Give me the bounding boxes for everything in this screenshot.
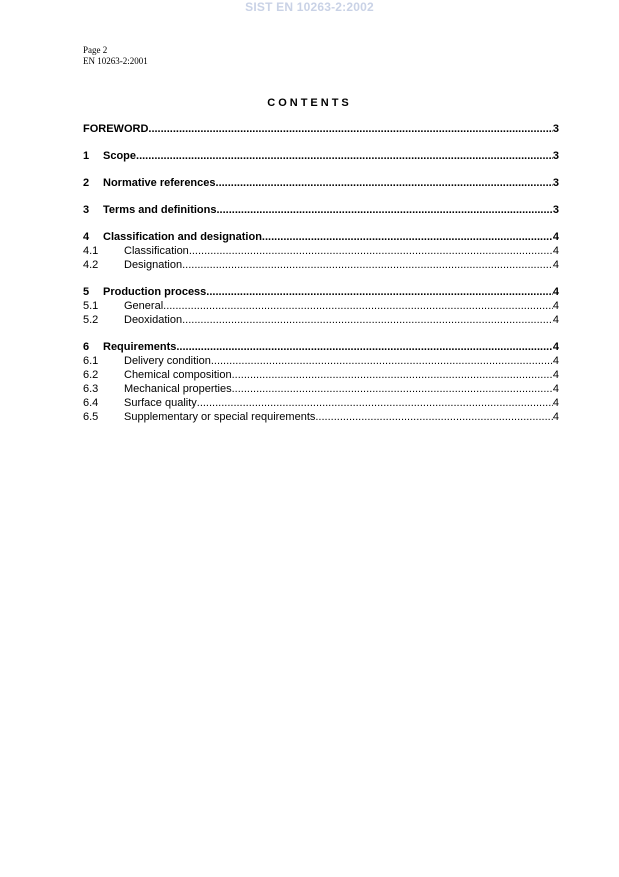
toc-entry-number: 4 bbox=[83, 231, 90, 243]
toc-leader bbox=[136, 149, 553, 163]
toc-entry-delivery-condition[interactable] bbox=[83, 354, 559, 368]
toc-entry-title: General bbox=[124, 300, 164, 312]
toc-leader bbox=[232, 382, 553, 396]
toc-entry-deoxidation[interactable] bbox=[83, 313, 559, 327]
page-number: Page 2 bbox=[83, 45, 108, 55]
toc-entry-page: 4 bbox=[552, 314, 559, 326]
toc-leader bbox=[211, 354, 553, 368]
toc-entry-number: 3 bbox=[83, 204, 90, 216]
toc-entry-supplementary-requirements[interactable] bbox=[83, 410, 559, 424]
toc-entry-page: 4 bbox=[552, 397, 559, 409]
toc-entry-number: 6 bbox=[83, 341, 90, 353]
toc-entry-page: 3 bbox=[552, 204, 559, 216]
toc-entry-page: 4 bbox=[552, 259, 559, 271]
toc-entry-number: 6.5 bbox=[83, 411, 99, 423]
toc-entry-title: Supplementary or special requirements bbox=[124, 411, 316, 423]
toc-leader bbox=[216, 203, 552, 217]
toc-entry-title: Classification and designation bbox=[103, 231, 262, 243]
toc-entry-title: Surface quality bbox=[124, 397, 197, 409]
toc-entry-terms-and-definitions[interactable] bbox=[83, 203, 559, 217]
toc-leader bbox=[232, 368, 553, 382]
toc-entry-page: 4 bbox=[552, 369, 559, 381]
toc-entry-number: 5.2 bbox=[83, 314, 99, 326]
document-id: EN 10263-2:2001 bbox=[83, 56, 148, 66]
toc-entry-number: 4.1 bbox=[83, 245, 99, 257]
toc-entry-page: 4 bbox=[552, 341, 559, 353]
toc-entry-page: 4 bbox=[552, 300, 559, 312]
toc-entry-number: 5.1 bbox=[83, 300, 99, 312]
toc-entry-title: Mechanical properties bbox=[124, 383, 232, 395]
toc-leader bbox=[197, 396, 553, 410]
toc-entry-title: Delivery condition bbox=[124, 355, 211, 367]
toc-entry-surface-quality[interactable] bbox=[83, 396, 559, 410]
toc-leader bbox=[189, 244, 553, 258]
toc-leader bbox=[163, 299, 553, 313]
toc-entry-scope[interactable] bbox=[83, 149, 559, 163]
toc-leader bbox=[182, 258, 553, 272]
toc-entry-number: 6.1 bbox=[83, 355, 99, 367]
toc-entry-classification[interactable] bbox=[83, 244, 559, 258]
toc-entry-requirements[interactable] bbox=[83, 340, 559, 354]
toc-entry-number: 4.2 bbox=[83, 259, 99, 271]
toc-entry-page: 4 bbox=[552, 383, 559, 395]
toc-entry-mechanical-properties[interactable] bbox=[83, 382, 559, 396]
toc-leader bbox=[206, 285, 553, 299]
contents-title: CONTENTS bbox=[267, 97, 352, 109]
watermark: SIST EN 10263-2:2002 bbox=[245, 0, 374, 14]
toc-entry-normative-references[interactable] bbox=[83, 176, 559, 190]
toc-entry-chemical-composition[interactable] bbox=[83, 368, 559, 382]
toc-entry-title: Designation bbox=[124, 259, 183, 271]
toc-entry-foreword[interactable] bbox=[83, 122, 559, 136]
toc-entry-title: FOREWORD bbox=[83, 123, 149, 135]
toc-entry-page: 4 bbox=[552, 411, 559, 423]
toc-entry-title: Deoxidation bbox=[124, 314, 183, 326]
toc-entry-title: Scope bbox=[103, 150, 137, 162]
toc-entry-page: 4 bbox=[552, 245, 559, 257]
toc-leader bbox=[176, 340, 553, 354]
toc-entry-title: Chemical composition bbox=[124, 369, 232, 381]
toc-entry-title: Production process bbox=[103, 286, 207, 298]
table-of-contents bbox=[83, 122, 559, 424]
toc-entry-general[interactable] bbox=[83, 299, 559, 313]
page-header bbox=[83, 45, 148, 67]
toc-leader bbox=[216, 176, 553, 190]
toc-entry-production-process[interactable] bbox=[83, 285, 559, 299]
toc-entry-page: 4 bbox=[552, 355, 559, 367]
toc-entry-title: Requirements bbox=[103, 341, 177, 353]
toc-entry-number: 6.2 bbox=[83, 369, 99, 381]
toc-entry-page: 3 bbox=[552, 177, 559, 189]
toc-leader bbox=[182, 313, 553, 327]
toc-entry-title: Classification bbox=[124, 245, 189, 257]
toc-entry-page: 3 bbox=[552, 150, 559, 162]
toc-leader bbox=[148, 122, 552, 136]
toc-entry-number: 6.3 bbox=[83, 383, 99, 395]
toc-entry-number: 2 bbox=[83, 177, 90, 189]
toc-entry-classification-and-designation[interactable] bbox=[83, 230, 559, 244]
toc-entry-number: 5 bbox=[83, 286, 90, 298]
toc-leader bbox=[262, 230, 553, 244]
toc-entry-title: Terms and definitions bbox=[103, 204, 217, 216]
toc-entry-number: 6.4 bbox=[83, 397, 99, 409]
toc-entry-title: Normative references bbox=[103, 177, 216, 189]
toc-entry-designation[interactable] bbox=[83, 258, 559, 272]
toc-entry-number: 1 bbox=[83, 150, 90, 162]
toc-entry-page: 4 bbox=[552, 231, 559, 243]
toc-leader bbox=[315, 410, 553, 424]
toc-entry-page: 3 bbox=[552, 123, 559, 135]
toc-entry-page: 4 bbox=[552, 286, 559, 298]
